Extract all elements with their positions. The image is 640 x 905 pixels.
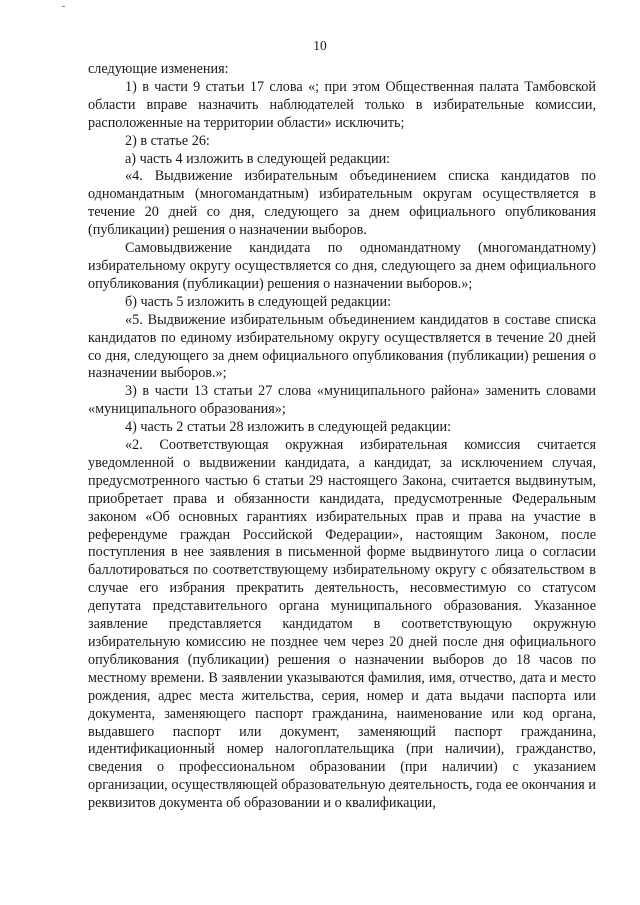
paragraph-item-4: 4) часть 2 статьи 28 изложить в следующей редакции: (125, 419, 452, 436)
paragraph-item-3: 3) в части 13 статьи 27 слова «муниципального района» заменить словами «муниципального образования»; (88, 383, 596, 418)
paragraph-item-2: 2) в статье 26: (125, 132, 210, 149)
paragraph-item-2a: а) часть 4 изложить в следующей редакции: (125, 150, 391, 167)
paragraph-intro: следующие изменения: (88, 61, 229, 77)
paragraph-quote-part-5: «5. Выдвижение избирательным объединением кандидатов в составе списка кандидатов по единому избирательному округу осуществляется в течение 20 дней со дня, следующего за днем официального опубликования (публикации) решения о назначении выборов.»; (88, 311, 596, 382)
paragraph-quote-part-4: «4. Выдвижение избирательным объединением списка кандидатов по одномандатным (многомандатным) избирательным округам осуществляется в течение 20 дней со дня, следующего за днем официального опубликования (публикации) решения о назначении выборов. (88, 168, 596, 239)
paragraph-self-nomination: Самовыдвижение кандидата по одномандатному (многомандатному) избирательному округу осуществляется со дня, следующего за днем официального опубликования (публикации) решения о назначении выборов.»; (88, 240, 596, 292)
paragraph-quote-part-2: «2. Соответствующая окружная избирательная комиссия считается уведомленной о выдвижении кандидата, а кандидат, за исключением случая, предусмотренного частью 6 статьи 29 настоящего Закона, считается выдвинутым, приобретает права и обязанности кандидата, предусмотренные Федеральным законом «Об основных гарантиях избирательных прав и права на участие в референдуме граждан Российской Федерации», настоящим Законом, после поступления в нее заявления в письменной форме выдвинутого лица о согласии баллотироваться по соответствующему избирательному округу с обязательством в случае его избрания прекратить деятельность, несовместимую со статусом депутата представительного органа муниципального образования. Указанное заявление представляется кандидатом в соответствующую окружную избирательную комиссию не позднее чем через 20 дней после дня официального опубликования (публикации) решения о назначении выборов до 18 часов по местному времени. В заявлении указываются фамилия, имя, отчество, дата и место рождения, адрес места жительства, серия, номер и дата выдачи паспорта или документа, заменяющего паспорт гражданина, наименование или код органа, выдавшего паспорт или документ, заменяющий паспорт гражданина, идентификационный номер налогоплательщика (при наличии), гражданство, сведения о профессиональном образовании (при наличии) с указанием организации, осуществляющей образовательную деятельность, года ее окончания и реквизитов документа об образовании и о квалификации, (88, 437, 596, 812)
paragraph-item-2b: б) часть 5 изложить в следующей редакции: (125, 293, 392, 310)
document-body (88, 61, 596, 813)
scan-artifact-mark (62, 6, 65, 7)
paragraph-item-1: 1) в части 9 статьи 17 слова «; при этом Общественная палата Тамбовской области вправе назначить наблюдателей только в избирательные комиссии, расположенные на территории области» исключить; (88, 78, 596, 131)
page-number: 10 (313, 38, 327, 53)
